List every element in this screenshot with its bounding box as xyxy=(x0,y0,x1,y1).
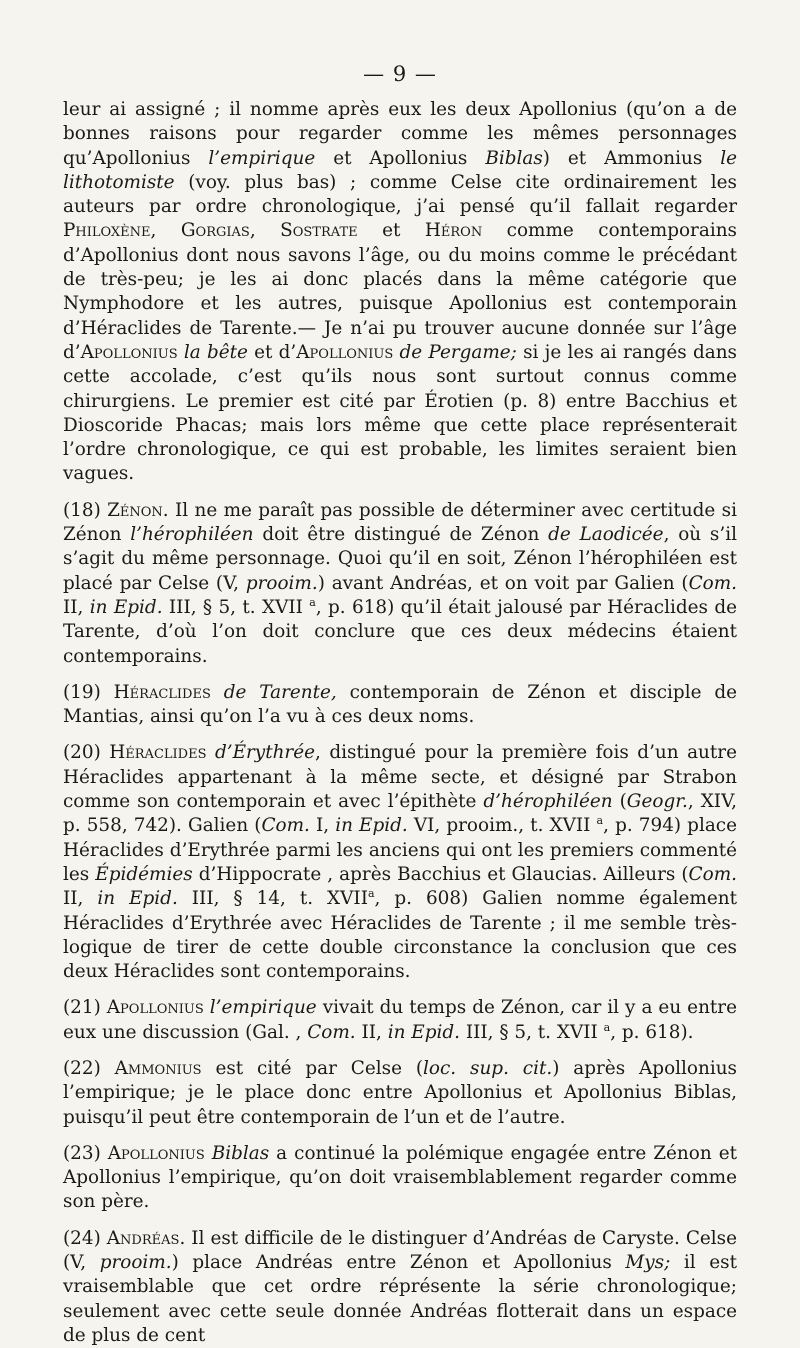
italic-run: in Epid. xyxy=(335,815,408,837)
page-body xyxy=(63,98,737,1348)
note-20-heraclides-erythree xyxy=(63,741,737,984)
text-run xyxy=(211,682,224,703)
italic-run: prooim. xyxy=(245,572,318,594)
small-caps-name: Héron xyxy=(424,220,483,242)
small-caps-name: Sostrate xyxy=(280,220,358,242)
italic-run: Com. xyxy=(307,1021,356,1043)
text-run: d’Hippocrate , après Bacchius et Glaucias. Ailleurs ( xyxy=(192,863,689,885)
text-run: III, § 5, t. XVII xyxy=(460,1021,604,1043)
note-22-ammonius xyxy=(63,1057,737,1130)
italic-run: la bête xyxy=(183,341,248,363)
text-run: I, xyxy=(309,815,336,837)
superscript: a xyxy=(603,1020,611,1034)
italic-run: Com. xyxy=(688,572,737,594)
text-run: , p. 608) Galien nomme également Héraclides d’Erythrée avec Héraclides de Tarente ; il me semble très-logique de tirer de cette double circonstance la conclusion que ces deux Héraclides sont contemporains. xyxy=(63,888,737,983)
small-caps-name: Andréas xyxy=(106,1227,180,1249)
italic-run: Com. xyxy=(261,815,310,837)
text-run: et Apollonius xyxy=(315,147,486,169)
text-run: (24) xyxy=(63,1227,107,1249)
small-caps-name: Héraclides xyxy=(113,681,211,703)
italic-run: Épidémies xyxy=(95,863,193,885)
italic-run: in Epid. xyxy=(89,596,163,618)
text-run: . Il ne me paraît pas possible de déterminer avec certitude si Zénon xyxy=(63,499,737,546)
italic-run: Biblas xyxy=(211,1142,270,1164)
note-23-apollonius-biblas xyxy=(63,1142,737,1215)
text-run: , p. 618) qu’il était jalousé par Héraclides de Tarente, d’où l’on doit conclure que ces deux médecins étaient contemporains. xyxy=(63,596,737,667)
text-run: doit être distingué de Zénon xyxy=(253,524,549,546)
text-run: III, § 14, t. XVII xyxy=(177,888,368,910)
superscript: a xyxy=(367,887,375,901)
text-run: (22) xyxy=(63,1057,115,1079)
italic-run: in Epid. xyxy=(97,888,178,910)
text-run: , distingué pour la première fois d’un autre Héraclides appartenant à la même secte, et désigné par Strabon comme son contemporain et avec l’épithète xyxy=(63,742,737,813)
text-run: II, xyxy=(63,596,90,618)
text-run: ) place Andréas entre Zénon et Apollonius xyxy=(171,1252,626,1274)
text-run: contemporain de Zénon et disciple de Mantias, ainsi qu’on l’a vu à ces deux noms. xyxy=(63,681,737,728)
text-run xyxy=(206,742,214,763)
text-run: (voy. plus bas) ; comme Celse cite ordinairement les auteurs par ordre chronologique, j’ai pensé qu’il fallait regarder xyxy=(63,171,737,218)
text-run: et d’ xyxy=(247,341,297,363)
text-run: leur ai assigné ; il nomme après eux les deux Apollonius (qu’on a de bonnes raisons pour regarder comme les mêmes personnages qu’Apollonius xyxy=(63,99,737,169)
text-run: vivait du temps de Zénon, car il y a eu entre eux une discussion (Gal. , xyxy=(63,997,737,1043)
text-run: comme contemporains d’Apollonius dont nous savons l’âge, ou du moins comme le précédant de très-peu; je les ai donc placés dans la même catégorie que Nymphodore et les autres, puisque Apollonius est contemporain d’Héraclides de Tarente.— Je n’ai pu trouver aucune donnée sur l’âge d’ xyxy=(63,220,737,363)
italic-run: de Tarente, xyxy=(223,681,337,703)
text-run: est cité par Celse ( xyxy=(201,1057,424,1079)
text-run: VI, prooim., t. XVII xyxy=(407,815,597,837)
text-run: et xyxy=(357,220,425,242)
text-run: II, xyxy=(355,1021,388,1043)
page-number: — 9 — xyxy=(363,62,437,86)
small-caps-name: Apollonius xyxy=(106,997,204,1019)
text-run: , xyxy=(150,220,181,242)
text-run: III, § 5, t. XVII xyxy=(162,596,310,618)
paragraph-17-continuation xyxy=(63,98,737,487)
note-19-heraclides-tarente xyxy=(63,681,737,730)
italic-run: prooim. xyxy=(99,1252,172,1274)
italic-run: de Laodicée xyxy=(548,524,664,546)
text-run: si je les ai rangés dans cette accolade, c’est qu’ils nous sont surtout connus comme chirurgiens. Le premier est cité par Érotien (p. 8) entre Bacchius et Dioscoride Phacas; mais lors même que cette place représenterait l’ordre chronologique, ce qui est probable, les limites seraient bien vagues. xyxy=(63,341,737,485)
text-run: (21) xyxy=(63,997,107,1019)
text-run: (18) xyxy=(63,499,108,521)
text-run: , où s’il s’agit du même personnage. Quoi qu’il en soit, Zénon l’hérophiléen est placé par Celse (V, xyxy=(63,524,737,594)
italic-run: loc. sup. cit. xyxy=(423,1057,553,1079)
italic-run: Geogr. xyxy=(626,791,688,813)
italic-run: Mys; xyxy=(625,1252,671,1274)
superscript: a xyxy=(309,595,316,609)
italic-run: le lithotomiste xyxy=(63,147,738,193)
small-caps-name: Philoxène xyxy=(63,220,151,242)
small-caps-name: Gorgias xyxy=(180,220,250,242)
text-run: ) après Apollonius l’empirique; je le place donc entre Apollonius et Apollonius Biblas, puisqu’il peut être contemporain de l’un et de l’autre. xyxy=(63,1057,737,1128)
superscript: a xyxy=(596,814,604,828)
text-run: II, xyxy=(63,888,98,910)
text-run: . Il est difficile de le distinguer d’Andréas de Caryste. Celse (V, xyxy=(63,1227,737,1274)
italic-run: l’hérophiléen xyxy=(130,524,254,546)
text-run: (19) xyxy=(63,681,114,703)
italic-run: l’empirique xyxy=(209,997,317,1019)
italic-run: de Pergame; xyxy=(399,341,517,363)
italic-run: d’hérophiléen xyxy=(483,791,613,813)
italic-run: in Epid. xyxy=(387,1021,461,1043)
small-caps-name: Ammonius xyxy=(114,1057,202,1079)
text-run: , p. 794) place Héraclides d’Erythrée parmi les anciens qui ont les premiers commenté les xyxy=(63,815,737,885)
small-caps-name: Apollonius xyxy=(80,341,178,363)
note-18-zenon xyxy=(63,499,737,669)
italic-run: d’Érythrée xyxy=(214,742,315,764)
text-run: , p. 618). xyxy=(610,1021,694,1043)
note-24-andreas xyxy=(63,1227,737,1348)
small-caps-name: Apollonius xyxy=(107,1142,205,1164)
italic-run: Com. xyxy=(688,863,737,885)
text-run xyxy=(205,1143,212,1164)
text-run: (20) xyxy=(63,742,110,764)
italic-run: l’empirique xyxy=(208,147,316,169)
text-run: ) avant Andréas, et on voit par Galien ( xyxy=(317,572,689,594)
text-run: ) et Ammonius xyxy=(542,147,721,169)
text-run: il est vraisemblable que cet ordre réprésente la série chronologique; seulement avec cette seule donnée Andréas flotterait dans un espace de plus de cent xyxy=(63,1252,737,1346)
small-caps-name: Zénon xyxy=(107,499,163,521)
text-run: , XIV, p. 558, 742). Galien ( xyxy=(63,791,737,837)
italic-run: Biblas xyxy=(485,147,543,169)
text-run: ( xyxy=(612,791,627,813)
small-caps-name: Héraclides xyxy=(109,742,207,764)
small-caps-name: Apollonius xyxy=(296,341,394,363)
note-21-apollonius-empirique xyxy=(63,996,737,1045)
text-run: (23) xyxy=(63,1142,108,1164)
text-run: , xyxy=(249,220,281,242)
text-run: a continué la polémique engagée entre Zénon et Apollonius l’empirique, qu’on doit vraisemblablement regarder comme son père. xyxy=(63,1142,737,1213)
